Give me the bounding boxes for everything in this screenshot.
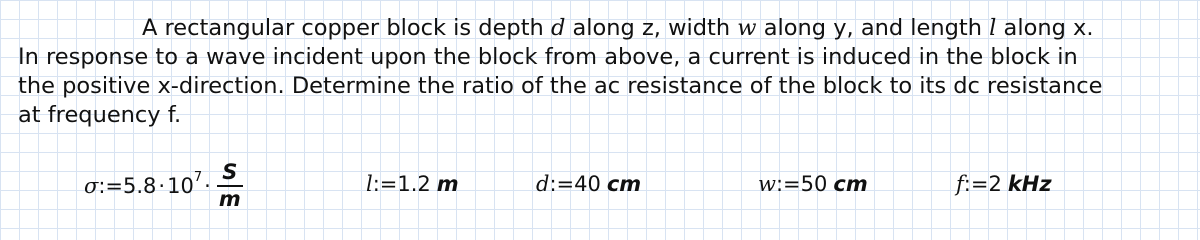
frequency-symbol: f (956, 172, 964, 196)
problem-line-4: at frequency f. (18, 102, 182, 128)
problem-text: A rectangular copper block is depth (142, 15, 551, 41)
assign-operator: := (549, 172, 575, 196)
frequency-unit: kHz (1007, 172, 1052, 196)
depth-symbol: d (536, 172, 550, 196)
depth-variable: d (550, 15, 566, 41)
sigma-base: 10 (167, 174, 194, 198)
length-variable: l (989, 15, 997, 41)
frequency-definition[interactable] (956, 170, 1052, 198)
width-symbol: w (758, 172, 776, 196)
sigma-mantissa: 5.8 (123, 174, 157, 198)
sigma-unit-numerator: S (222, 160, 238, 184)
conductivity-definition[interactable] (84, 158, 245, 214)
variable-definitions (0, 150, 1200, 217)
frequency-value: 2 (988, 172, 1002, 196)
depth-value: 40 (574, 172, 601, 196)
sigma-unit-denominator: m (218, 187, 241, 211)
problem-statement (18, 14, 1188, 130)
problem-line-1 (18, 14, 1188, 43)
sigma-exponent: 7 (193, 169, 203, 185)
sigma-symbol: σ (84, 174, 99, 198)
length-definition[interactable] (366, 170, 459, 198)
assign-operator: := (775, 172, 801, 196)
length-symbol: l (366, 172, 373, 196)
problem-text: along y, and length (756, 15, 990, 41)
assign-operator: := (372, 172, 398, 196)
multiply-dot: · (204, 174, 211, 198)
width-value: 50 (800, 172, 828, 196)
depth-unit: cm (606, 172, 642, 196)
length-unit: m (436, 172, 459, 196)
width-definition[interactable] (758, 170, 868, 198)
width-unit: cm (833, 172, 868, 196)
assign-operator: := (963, 172, 989, 196)
multiply-dot: · (158, 174, 166, 198)
problem-line-3: the positive x-direction. Determine the ratio of the ac resistance of the block to its dc resistance (18, 73, 1103, 99)
problem-text: along x. (996, 15, 1094, 41)
width-variable: w (737, 15, 757, 41)
problem-line-2: In response to a wave incident upon the block from above, a current is induced in the block in (18, 44, 1078, 70)
problem-text: along z, width (565, 15, 738, 41)
length-value: 1.2 (397, 172, 431, 196)
sigma-unit-fraction (215, 161, 245, 211)
assign-operator: := (98, 174, 124, 198)
depth-definition[interactable] (536, 170, 641, 198)
